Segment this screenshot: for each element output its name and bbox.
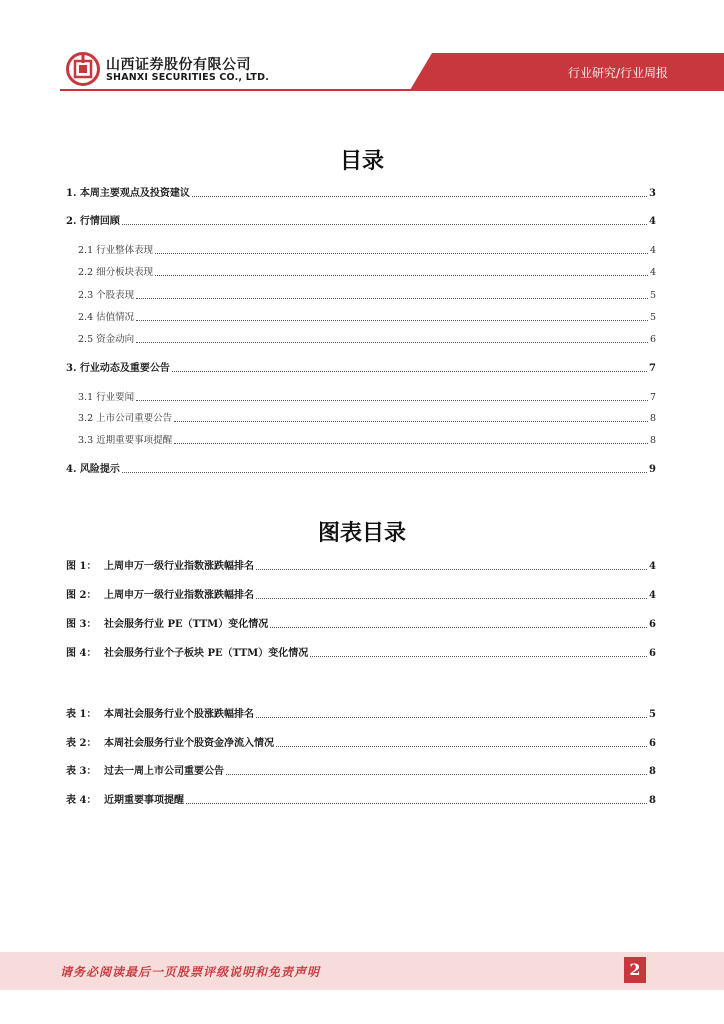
table-entry[interactable] xyxy=(66,707,656,721)
table-entry-page: 8 xyxy=(649,766,656,777)
table-entry-label xyxy=(66,738,274,750)
toc-entry[interactable] xyxy=(66,214,656,228)
table-entry[interactable] xyxy=(66,764,656,778)
figure-entry-page: 6 xyxy=(649,648,656,659)
toc-entry-label: 4. 风险提示 xyxy=(66,464,120,475)
dot-leader xyxy=(122,223,647,225)
toc-entry-page: 5 xyxy=(649,312,656,323)
table-entry-page: 6 xyxy=(649,738,656,749)
report-category: 行业研究/行业周报 xyxy=(567,66,668,80)
figure-number: 图 3： xyxy=(66,619,97,630)
dot-leader xyxy=(136,297,648,299)
figure-caption: 上周申万一级行业指数涨跌幅排名 xyxy=(104,561,254,572)
dot-leader xyxy=(174,420,648,422)
toc-entry[interactable] xyxy=(78,310,656,324)
dot-leader xyxy=(276,745,647,747)
dot-leader xyxy=(122,471,647,473)
dot-leader xyxy=(155,252,648,254)
dot-leader xyxy=(155,274,648,276)
table-number: 表 3： xyxy=(66,766,97,777)
toc-entry[interactable] xyxy=(78,332,656,346)
table-caption: 近期重要事项提醒 xyxy=(104,795,184,806)
table-caption: 本周社会服务行业个股资金净流入情况 xyxy=(104,738,274,749)
table-entry-page: 8 xyxy=(649,795,656,806)
toc-entry[interactable] xyxy=(78,243,656,257)
dot-leader xyxy=(172,370,647,372)
toc-entry[interactable] xyxy=(66,361,656,375)
figure-entry-label xyxy=(66,648,308,660)
toc-entry-label: 2.4 估值情况 xyxy=(78,312,135,323)
toc-entry-page: 7 xyxy=(649,363,656,374)
toc-entry[interactable] xyxy=(66,462,656,476)
toc-entry-label: 2.1 行业整体表现 xyxy=(78,245,154,256)
toc-entry[interactable] xyxy=(78,390,656,404)
company-logo-icon xyxy=(66,52,100,86)
company-name-en: SHANXI SECURITIES CO., LTD. xyxy=(106,72,270,83)
figure-number: 图 2： xyxy=(66,590,97,601)
table-number: 表 4： xyxy=(66,795,97,806)
dot-leader xyxy=(174,442,648,444)
dot-leader xyxy=(136,341,648,343)
dot-leader xyxy=(256,597,647,599)
toc-entry-label: 2. 行情回顾 xyxy=(66,216,120,227)
toc-entry-label: 2.5 资金动向 xyxy=(78,334,135,345)
toc-entry-label: 2.2 细分板块表现 xyxy=(78,267,154,278)
table-entry[interactable] xyxy=(66,793,656,807)
toc-entry-page: 8 xyxy=(649,413,656,424)
page-number: 2 xyxy=(624,957,646,983)
dot-leader xyxy=(270,626,647,628)
toc-entry-page: 8 xyxy=(649,435,656,446)
toc-entry-page: 4 xyxy=(649,267,656,278)
figure-entry-label xyxy=(66,619,268,631)
table-caption: 过去一周上市公司重要公告 xyxy=(104,766,224,777)
figure-entry[interactable] xyxy=(66,617,656,631)
toc-entry[interactable] xyxy=(66,186,656,200)
header-divider xyxy=(60,89,724,91)
dot-leader xyxy=(186,802,647,804)
figure-entry-page: 4 xyxy=(649,590,656,601)
toc-entry-label: 3. 行业动态及重要公告 xyxy=(66,363,170,374)
dot-leader xyxy=(256,568,647,570)
table-entry-label xyxy=(66,766,224,778)
table-entry-label xyxy=(66,709,254,721)
figure-number: 图 1： xyxy=(66,561,97,572)
dot-leader xyxy=(310,655,647,657)
footer-disclaimer: 请务必阅读最后一页股票评级说明和免责声明 xyxy=(60,965,321,979)
toc-entry-page: 5 xyxy=(649,290,656,301)
table-entry-page: 5 xyxy=(649,709,656,720)
toc-entry-label: 3.3 近期重要事项提醒 xyxy=(78,435,173,446)
figure-number: 图 4： xyxy=(66,648,97,659)
dot-leader xyxy=(136,399,648,401)
figure-caption: 上周申万一级行业指数涨跌幅排名 xyxy=(104,590,254,601)
figure-caption: 社会服务行业个子板块 PE（TTM）变化情况 xyxy=(104,648,309,659)
toc-entry-page: 9 xyxy=(649,464,656,475)
dot-leader xyxy=(256,716,647,718)
toc-title: 目录 xyxy=(339,149,384,174)
figure-entry-label xyxy=(66,561,254,573)
figure-entry-page: 4 xyxy=(649,561,656,572)
toc-entry-label: 3.1 行业要闻 xyxy=(78,392,135,403)
figure-entry[interactable] xyxy=(66,559,656,573)
toc-entry-page: 3 xyxy=(649,188,656,199)
figure-index-title: 图表目录 xyxy=(317,521,406,546)
company-name-cn: 山西证券股份有限公司 xyxy=(106,57,251,73)
toc-entry-page: 6 xyxy=(649,334,656,345)
toc-entry-label: 2.3 个股表现 xyxy=(78,290,135,301)
toc-entry[interactable] xyxy=(78,433,656,447)
table-number: 表 2： xyxy=(66,738,97,749)
table-caption: 本周社会服务行业个股涨跌幅排名 xyxy=(104,709,254,720)
toc-entry[interactable] xyxy=(78,288,656,302)
toc-entry-label: 3.2 上市公司重要公告 xyxy=(78,413,173,424)
table-entry[interactable] xyxy=(66,736,656,750)
toc-entry[interactable] xyxy=(78,411,656,425)
dot-leader xyxy=(192,195,647,197)
dot-leader xyxy=(136,319,648,321)
toc-entry-label: 1. 本周主要观点及投资建议 xyxy=(66,188,190,199)
figure-entry[interactable] xyxy=(66,646,656,660)
toc-entry[interactable] xyxy=(78,265,656,279)
figure-caption: 社会服务行业 PE（TTM）变化情况 xyxy=(104,619,269,630)
table-number: 表 1： xyxy=(66,709,97,720)
page-header xyxy=(0,0,724,96)
figure-entry-page: 6 xyxy=(649,619,656,630)
figure-entry-label xyxy=(66,590,254,602)
toc-entry-page: 7 xyxy=(649,392,656,403)
toc-entry-page: 4 xyxy=(649,245,656,256)
figure-entry[interactable] xyxy=(66,588,656,602)
table-entry-label xyxy=(66,795,184,807)
toc-entry-page: 4 xyxy=(649,216,656,227)
dot-leader xyxy=(226,773,647,775)
